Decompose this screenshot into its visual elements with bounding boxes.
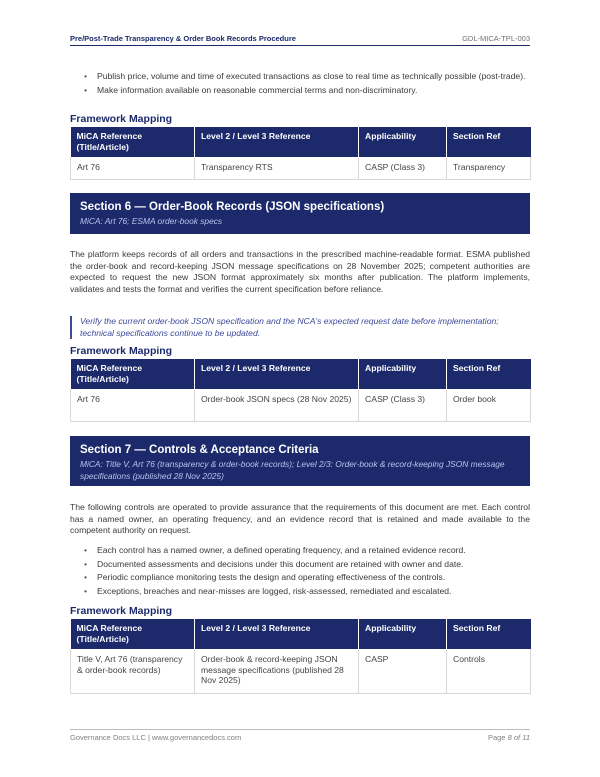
cell-applicability: CASP [359,649,447,693]
framework-mapping-table [70,619,531,694]
table-header-row [71,359,531,389]
list-item: • Periodic compliance monitoring tests the design and operating effectiveness of the controls. [70,572,530,584]
footer-divider [70,729,530,730]
section-6-callout: Verify the current order-book JSON specification and the NCA's expected request date before implementation; technical specifications continue to be updated. [70,316,532,339]
column-header-applicability: Applicability [359,127,447,157]
cell-section: Transparency [447,157,531,179]
column-header-applicability: Applicability [359,359,447,389]
intro-bullet-list [70,71,530,98]
list-item: • Exceptions, breaches and near-misses are logged, risk-assessed, remediated and escalated. [70,586,530,598]
cell-reference: Title V, Art 76 (transparency & order-book records) [71,649,195,693]
list-item: • Each control has a named owner, a defined operating frequency, and a retained evidence record. [70,545,530,557]
section-6-subtitle: MiCA: Art 76; ESMA order-book specs [80,216,223,226]
column-header-reference: MiCA Reference (Title/Article) [71,359,195,389]
page-prefix: Page [487,733,506,742]
cell-section: Order book [447,389,531,421]
cell-applicability: CASP (Class 3) [359,157,447,179]
controls-bullet-list [70,545,530,599]
section-7-subtitle: MiCA: Title V, Art 76 (transparency & order-book records); Level 2/3: Order-book & record-keeping JSON message specifications (published 28 Nov 2025) [80,459,505,481]
table-row [71,649,531,693]
framework-mapping-heading: Framework Mapping [70,605,173,617]
column-header-section: Section Ref [447,619,531,649]
table-header-row [71,619,531,649]
header-title: Pre/Post-Trade Transparency & Order Book Records Procedure [70,34,296,43]
page-number [488,733,530,742]
document-code: GDL-MICA-TPL-003 [462,34,530,43]
framework-mapping-heading: Framework Mapping [70,345,173,357]
section-6-title: Section 6 — Order-Book Records (JSON specifications) [80,201,385,213]
list-item: • Documented assessments and decisions under this document are retained with owner and date. [70,559,530,571]
section-7-title: Section 7 — Controls & Acceptance Criteria [80,444,319,456]
list-item: • Make information available on reasonable commercial terms and non-discriminatory. [70,85,530,97]
page-of: of [513,733,521,742]
column-header-reference: MiCA Reference (Title/Article) [71,127,195,157]
cell-level: Order-book & record-keeping JSON message specifications (published 28 Nov 2025) [195,649,359,693]
framework-mapping-table [70,127,531,180]
header-divider [70,45,530,46]
column-header-section: Section Ref [447,359,531,389]
cell-level: Order-book JSON specs (28 Nov 2025) [195,389,359,421]
column-header-applicability: Applicability [359,619,447,649]
cell-section: Controls [447,649,531,693]
table-row [71,157,531,179]
column-header-level: Level 2 / Level 3 Reference [195,619,359,649]
section-7-banner [70,436,530,486]
current-page: 8 [507,733,512,742]
table-row [71,389,531,421]
footer-company: Governance Docs LLC | www.governancedocs.com [70,733,242,742]
column-header-level: Level 2 / Level 3 Reference [195,359,359,389]
column-header-reference: MiCA Reference (Title/Article) [71,619,195,649]
cell-reference: Art 76 [71,389,195,421]
framework-mapping-heading: Framework Mapping [70,113,173,125]
section-7-paragraph: The following controls are operated to provide assurance that the requirements of this document are met. Each control has a named owner, an operating frequency, and an evidence record that is retained and made available to the competent authority on request. [70,502,530,536]
column-header-level: Level 2 / Level 3 Reference [195,127,359,157]
section-6-banner [70,193,530,234]
section-6-paragraph: The platform keeps records of all orders and transactions in the prescribed machine-readable format. ESMA published the order-book and record-keeping JSON message specifications on 28 November 2025; competent authorities are expected to request the new JSON format approximately six months after publication. The platform implements, validates and tests the format and verifies the current specification before reliance. [70,249,530,294]
cell-reference: Art 76 [71,157,195,179]
cell-level: Transparency RTS [195,157,359,179]
list-item: • Publish price, volume and time of executed transactions as close to real time as technically possible (post-trade). [70,71,530,83]
total-pages: 11 [522,733,530,742]
column-header-section: Section Ref [447,127,531,157]
cell-applicability: CASP (Class 3) [359,389,447,421]
framework-mapping-table [70,359,531,422]
table-header-row [71,127,531,157]
